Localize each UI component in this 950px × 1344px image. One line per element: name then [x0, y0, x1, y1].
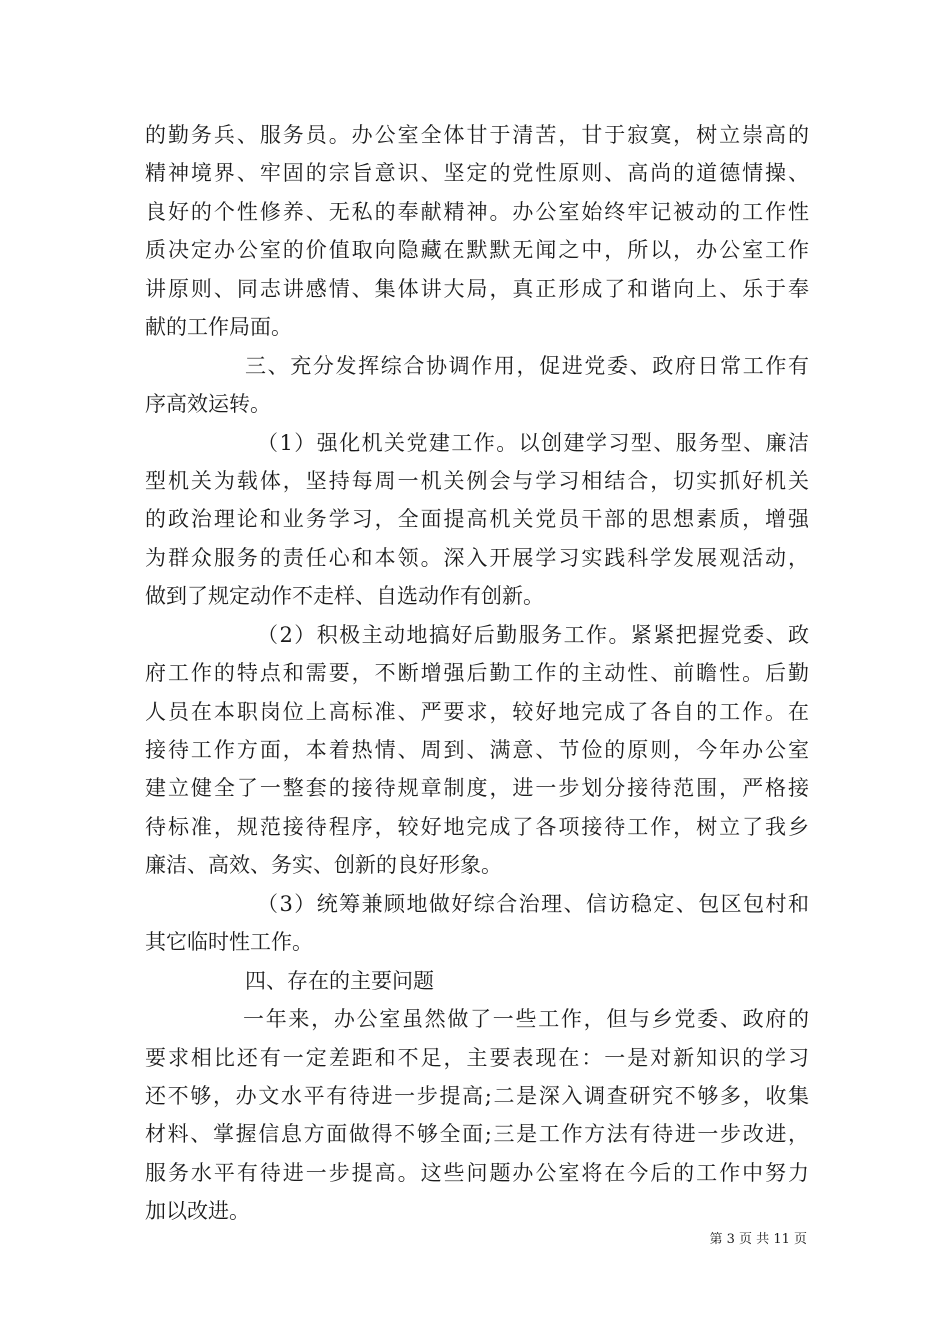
- text-line: 接待工作方面，本着热情、周到、满意、节俭的原则，今年办公室: [145, 738, 809, 762]
- text-line: 质决定办公室的价值取向隐藏在默默无闻之中，所以，办公室工作: [145, 238, 809, 263]
- text-line: 做到了规定动作不走样、自选动作有创新。: [145, 584, 544, 609]
- text-line: 讲原则、同志讲感情、集体讲大局，真正形成了和谐向上、乐于奉: [145, 276, 809, 301]
- text-line: 献的工作局面。: [145, 315, 292, 340]
- text-line: 人员在本职岗位上高标准、严要求，较好地完成了各自的工作。在: [145, 699, 809, 724]
- page-number-footer: 第 3 页 共 11 页: [709, 1232, 807, 1247]
- document-body: [145, 116, 809, 1231]
- text-line: 要求相比还有一定差距和不足，主要表现在：一是对新知识的学习: [145, 1045, 809, 1070]
- text-line: 型机关为载体，坚持每周一机关例会与学习相结合，切实抓好机关: [145, 468, 809, 493]
- section-heading-3-cont: 序高效运转。: [145, 392, 271, 417]
- text-line: 待标准，规范接待程序，较好地完成了各项接待工作，树立了我乡: [145, 814, 809, 839]
- text-line: 良好的个性修养、无私的奉献精神。办公室始终牢记被动的工作性: [145, 199, 809, 224]
- text-line: 其它临时性工作。: [145, 930, 313, 955]
- text-line: 加以改进。: [145, 1199, 250, 1224]
- text-line: 府工作的特点和需要，不断增强后勤工作的主动性、前瞻性。后勤: [145, 661, 809, 686]
- text-line: 廉洁、高效、务实、创新的良好形象。: [145, 853, 502, 878]
- section-heading-4: 四、存在的主要问题: [245, 968, 434, 993]
- item-1-start: （1）强化机关党建工作。以创建学习型、服务型、廉洁: [257, 430, 809, 455]
- paragraph-start: 一年来，办公室虽然做了一些工作，但与乡党委、政府的: [243, 1007, 809, 1032]
- text-line: 材料、掌握信息方面做得不够全面;三是工作方法有待进一步改进，: [145, 1122, 809, 1147]
- text-line: 的政治理论和业务学习，全面提高机关党员干部的思想素质，增强: [145, 507, 809, 532]
- text-line: 建立健全了一整套的接待规章制度，进一步划分接待范围，严格接: [145, 776, 809, 801]
- item-2-start: （2）积极主动地搞好后勤服务工作。紧紧把握党委、政: [257, 622, 809, 647]
- section-heading-3: 三、充分发挥综合协调作用，促进党委、政府日常工作有: [245, 353, 809, 378]
- text-line: 精神境界、牢固的宗旨意识、坚定的党性原则、高尚的道德情操、: [145, 161, 809, 186]
- item-3-start: （3）统筹兼顾地做好综合治理、信访稳定、包区包村和: [257, 891, 809, 916]
- text-line: 为群众服务的责任心和本领。深入开展学习实践科学发展观活动，: [145, 545, 809, 570]
- text-line: 的勤务兵、服务员。办公室全体甘于清苦，甘于寂寞，树立崇高的: [145, 123, 809, 147]
- text-line: 服务水平有待进一步提高。这些问题办公室将在今后的工作中努力: [145, 1160, 809, 1185]
- text-line: 还不够，办文水平有待进一步提高;二是深入调查研究不够多，收集: [145, 1083, 809, 1108]
